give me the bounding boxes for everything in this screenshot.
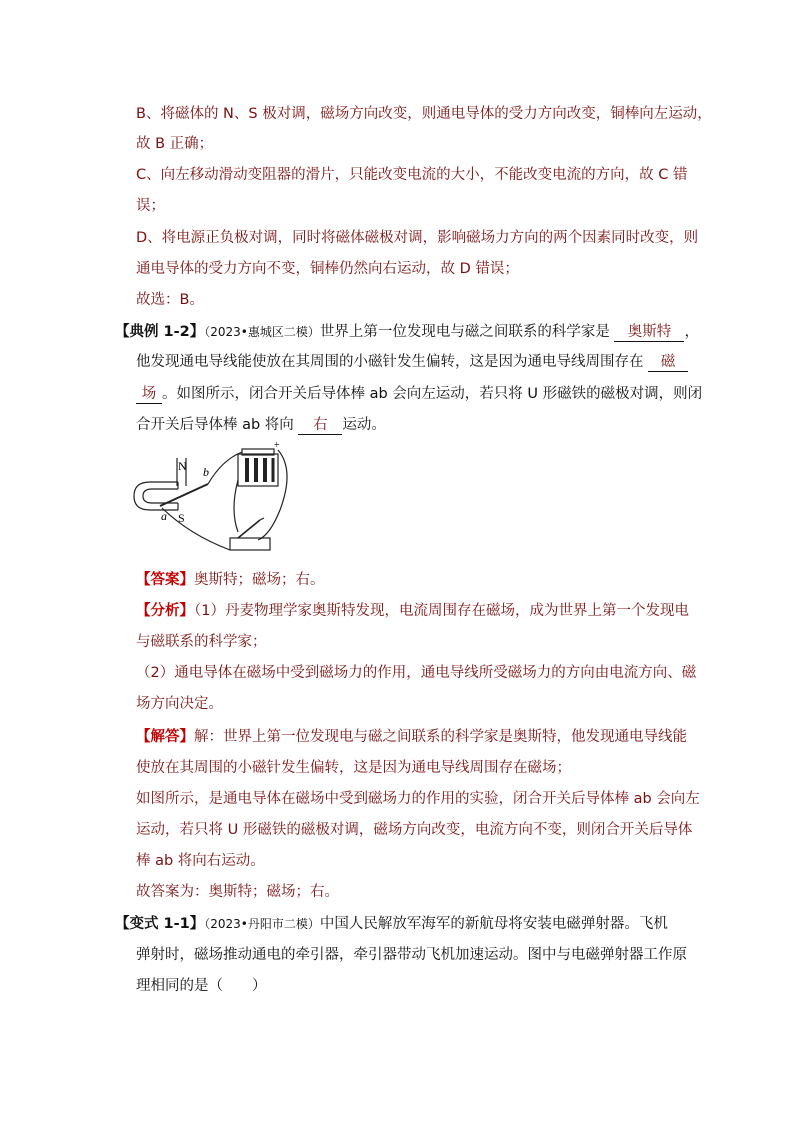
solve-line5: 棒 ab 将向右运动。 (136, 853, 265, 869)
analysis-tag: 【分析】 (136, 603, 194, 619)
rod-ab (160, 484, 208, 506)
answer-text: 奥斯特；磁场；右。 (194, 572, 325, 588)
magnet-outer (134, 482, 178, 510)
analysis1-line1: （1）丹麦物理学家奥斯特发现，电流周围存在磁场，成为世界上第一个发现电 (194, 603, 689, 619)
example-1-2-line1: 【典例 1-2】（2023•惠城区二模）世界上第一位发现电与磁之间联系的科学家是 奥斯特 ， (115, 324, 699, 340)
solve-line1-text: 解：世界上第一位发现电与磁之间联系的科学家是奥斯特，他发现通电导线能 (194, 729, 687, 745)
solve-line4: 运动，若只将 U 形磁铁的磁极对调，磁场方向改变，电流方向不变，则闭合开关后导体 (136, 822, 693, 838)
solve-tag: 【解答】 (136, 729, 194, 745)
analysis1-line2: 与磁联系的科学家； (136, 634, 267, 650)
example-line4-text-a: 合开关后导体棒 ab 将向 (136, 417, 294, 433)
answer-line (136, 570, 325, 590)
answer-tag: 【答案】 (136, 572, 194, 588)
label-b: b (203, 465, 209, 479)
variant-line1-text: 中国人民解放军海军的新航母将安装电磁弹射器。飞机 (319, 916, 668, 932)
variant-1-1-line3: 理相同的是（ ） (136, 978, 267, 994)
choice-line: 故选：B。 (136, 292, 204, 308)
solution-d-line1: D、将电源正负极对调，同时将磁体磁极对调，影响磁场力方向的两个因素同时改变，则 (136, 230, 699, 246)
example-1-2-line4 (136, 415, 386, 435)
solve-line1 (136, 727, 687, 747)
solution-c-line1: C、向左移动滑动变阻器的滑片，只能改变电流的大小，不能改变电流的方向，故 C 错 (136, 167, 688, 183)
wire-bottom (162, 508, 230, 550)
solution-b-line2: 故 B 正确； (136, 136, 214, 152)
solution-d-line2: 通电导体的受力方向不变，铜棒仍然向右运动，故 D 错误； (136, 261, 519, 277)
blank-2-part2: 场 (136, 385, 162, 404)
solution-b-line1: B、将磁体的 N、S 极对调，磁场方向改变，则通电导体的受力方向改变，铜棒向左运动， (136, 106, 712, 122)
solve-line3: 如图所示，是通电导体在磁场中受到磁场力的作用的实验，闭合开关后导体棒 ab 会向左 (136, 791, 700, 807)
analysis2-line1: （2）通电导体在磁场中受到磁场力的作用，通电导线所受磁场力的方向由电流方向、磁 (136, 665, 697, 681)
label-n: N (178, 459, 187, 473)
wire-mid (234, 480, 238, 532)
solution-c-line2: 误； (136, 198, 165, 214)
analysis2-line2: 场方向决定。 (136, 696, 223, 712)
variant-1-1-line2: 弹射时，磁场推动通电的牵引器，牵引器带动飞机加速运动。图中与电磁弹射器工作原 (136, 947, 687, 963)
example-1-2-line3 (136, 384, 702, 404)
example-line1-text: 世界上第一位发现电与磁之间联系的科学家是 (319, 324, 610, 340)
label-s: S (178, 511, 185, 525)
blank-1: 奥斯特 (614, 323, 684, 342)
final-answer-line: 故答案为：奥斯特；磁场；右。 (136, 884, 339, 900)
blank-3: 右 (298, 416, 342, 435)
label-plus: + (274, 440, 280, 451)
wire-top (208, 452, 242, 484)
example-1-2-line2 (136, 352, 688, 372)
variant-source: （2023•丹阳市二模） (204, 917, 320, 931)
example-tag: 【典例 1-2】 (115, 324, 205, 340)
switch-lever (238, 520, 260, 538)
analysis-line1 (136, 601, 689, 621)
label-a: a (161, 509, 167, 523)
switch-base (230, 538, 270, 550)
example-line2-text: 他发现通电导线能使放在其周围的小磁针发生偏转，这是因为通电导线周围存在 (136, 354, 644, 370)
variant-tag: 【变式 1-1】 (115, 916, 205, 932)
circuit-figure (130, 440, 300, 565)
example-source: （2023•惠城区二模） (204, 325, 320, 339)
variant-1-1-line1 (115, 914, 668, 934)
example-line3-text: 。如图所示，闭合开关后导体棒 ab 会向左运动，若只将 U 形磁铁的磁极对调，则闭 (162, 386, 703, 402)
solve-line2: 使放在其周围的小磁针发生偏转，这是因为通电导线周围存在磁场； (136, 760, 571, 776)
example-line4-text-b: 运动。 (342, 417, 386, 433)
blank-2-part1: 磁 (648, 353, 688, 372)
